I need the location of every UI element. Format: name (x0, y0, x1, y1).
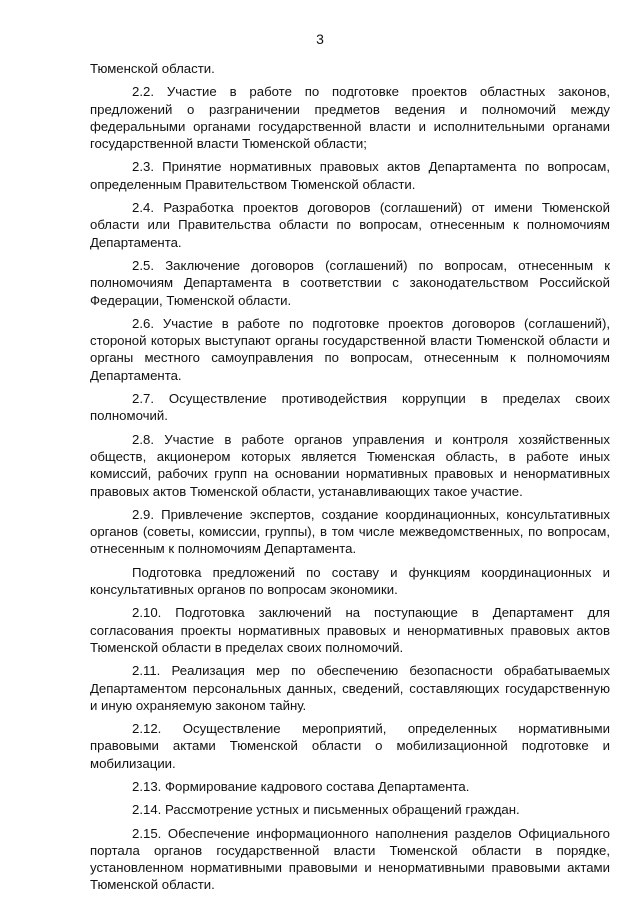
paragraph-2-10: 2.10. Подготовка заключений на поступающие в Департамент для согласования проекты нормативных правовых и ненормативных правовых актов Тюменской области в пределах своих полномочий. (90, 605, 610, 655)
paragraph-2-9-addendum: Подготовка предложений по составу и функциям координационных и консультативных органов по вопросам экономики. (90, 564, 610, 598)
paragraph-continuation: Тюменской области. (90, 61, 215, 76)
document-body (90, 60, 610, 900)
paragraph-2-11: 2.11. Реализация мер по обеспечению безопасности обрабатываемых Департаментом персональных данных, сведений, составляющих государственную и иную охраняемую законом тайну. (90, 663, 610, 713)
paragraph-2-12: 2.12. Осуществление мероприятий, определенных нормативными правовыми актами Тюменской области о мобилизационной подготовке и мобилизации. (90, 721, 610, 771)
paragraph-2-14: 2.14. Рассмотрение устных и письменных обращений граждан. (132, 802, 520, 818)
paragraph-2-5: 2.5. Заключение договоров (соглашений) по вопросам, отнесенным к полномочиям Департамента в соответствии с законодательством Российской Федерации, Тюменской области. (90, 257, 610, 308)
paragraph-2-4: 2.4. Разработка проектов договоров (соглашений) от имени Тюменской области или Правительства области по вопросам, отнесенным к полномочиям Департамента. (90, 200, 610, 250)
paragraph-2-2: 2.2. Участие в работе по подготовке проектов областных законов, предложений о разграничении предметов ведения и полномочий между федеральными органами государственной власти и исполнительными органами государственной власти Тюменской области; (90, 84, 610, 152)
paragraph-2-7: 2.7. Осуществление противодействия коррупции в пределах своих полномочий. (90, 391, 610, 424)
paragraph-2-15: 2.15. Обеспечение информационного наполнения разделов Официального портала органов государственной власти Тюменской области в порядке, установленном нормативными правовыми и ненормативными правовыми актами Тюменской области. (90, 825, 610, 893)
paragraph-2-3: 2.3. Принятие нормативных правовых актов Департамента по вопросам, определенным Правительством Тюменской области. (90, 159, 610, 192)
page-number: 3 (316, 31, 324, 47)
paragraph-2-6: 2.6. Участие в работе по подготовке проектов договоров (соглашений), стороной которых выступают органы государственной власти Тюменской области и органы местного самоуправления по вопросам, отнесенным к полномочиям Департамента. (90, 315, 610, 383)
paragraph-2-13: 2.13. Формирование кадрового состава Департамента. (132, 778, 470, 794)
paragraph-2-9: 2.9. Привлечение экспертов, создание координационных, консультативных органов (советы, комиссии, группы), в том числе межведомственных, по вопросам, отнесенным к полномочиям Департамента. (90, 506, 610, 557)
paragraph-2-8: 2.8. Участие в работе органов управления и контроля хозяйственных обществ, акционером которых является Тюменская область, в работе иных комиссий, рабочих групп на основании нормативных правовых и ненормативных правовых актов Тюменской области, устанавливающих такое участие. (90, 431, 610, 499)
